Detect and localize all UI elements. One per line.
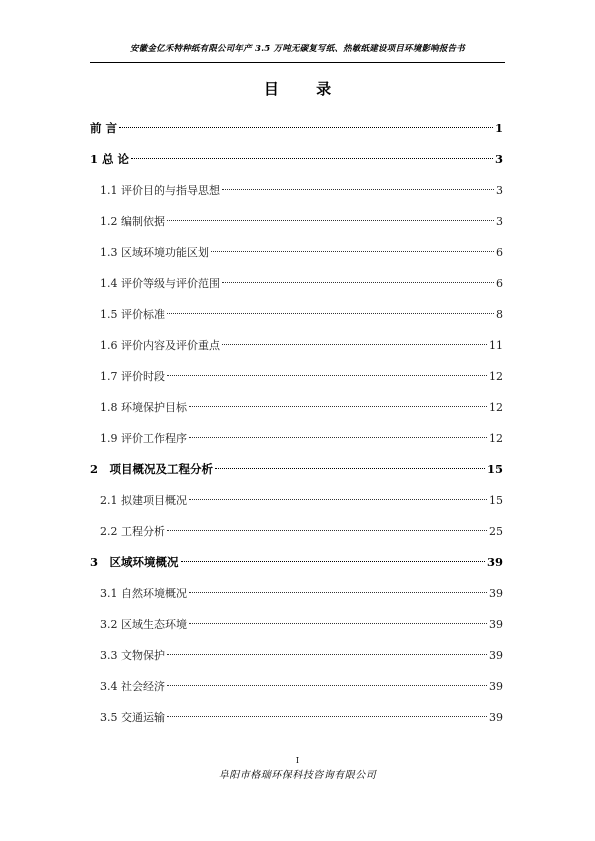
- toc-entry-label: 1.3 区域环境功能区划: [100, 246, 209, 259]
- toc-entry-page: 39: [489, 618, 503, 631]
- toc-entry-page: 12: [489, 432, 503, 445]
- toc-section-entry[interactable]: [90, 392, 503, 423]
- toc-dot-leader: [167, 313, 494, 314]
- toc-entry-page: 6: [496, 277, 503, 290]
- toc-dot-leader: [181, 561, 485, 562]
- toc-section-entry[interactable]: [90, 423, 503, 454]
- toc-dot-leader: [189, 623, 487, 624]
- toc-entry-page: 11: [489, 339, 503, 352]
- toc-entry-page: 1: [494, 121, 503, 135]
- toc-dot-leader: [131, 158, 493, 159]
- toc-section-entry[interactable]: [90, 671, 503, 702]
- toc-dot-leader: [211, 251, 494, 252]
- toc-dot-leader: [222, 189, 494, 190]
- toc-entry-label: 3.2 区域生态环境: [100, 618, 187, 631]
- page-title: 目 录: [263, 80, 348, 98]
- toc-entry-label: 3 区域环境概况: [90, 555, 179, 569]
- toc-entry-page: 39: [489, 587, 503, 600]
- toc-section-entry[interactable]: [90, 485, 503, 516]
- toc-dot-leader: [167, 654, 487, 655]
- header-divider: [90, 62, 505, 63]
- toc-chapter-entry[interactable]: [90, 144, 503, 175]
- toc-entry-label: 1.1 评价目的与指导思想: [100, 184, 220, 197]
- toc-entry-label: 2.1 拟建项目概况: [100, 494, 187, 507]
- toc-entry-label: 3.1 自然环境概况: [100, 587, 187, 600]
- toc-section-entry[interactable]: [90, 640, 503, 671]
- toc-entry-label: 2.2 工程分析: [100, 525, 165, 538]
- toc-dot-leader: [189, 499, 487, 500]
- toc-dot-leader: [222, 282, 494, 283]
- toc-section-entry[interactable]: [90, 609, 503, 640]
- toc-entry-page: 39: [489, 680, 503, 693]
- toc-dot-leader: [222, 344, 487, 345]
- toc-entry-label: 1.5 评价标准: [100, 308, 165, 321]
- toc-section-entry[interactable]: [90, 516, 503, 547]
- toc-entry-page: 3: [494, 152, 503, 166]
- toc-entry-label: 1.9 评价工作程序: [100, 432, 187, 445]
- table-of-contents: [90, 113, 503, 733]
- toc-section-entry[interactable]: [90, 206, 503, 237]
- toc-entry-page: 3: [496, 215, 503, 228]
- toc-entry-page: 15: [489, 494, 503, 507]
- toc-entry-label: 1.8 环境保护目标: [100, 401, 187, 414]
- toc-entry-page: 39: [486, 555, 503, 569]
- toc-dot-leader: [167, 220, 494, 221]
- toc-section-entry[interactable]: [90, 578, 503, 609]
- toc-entry-page: 6: [496, 246, 503, 259]
- toc-entry-page: 39: [489, 649, 503, 662]
- toc-entry-label: 1.2 编制依据: [100, 215, 165, 228]
- document-header: 安徽金亿禾特种纸有限公司年产 3.5 万吨无碳复写纸、热敏纸建设项目环境影响报告书: [130, 44, 465, 54]
- toc-chapter-entry[interactable]: [90, 113, 503, 144]
- toc-section-entry[interactable]: [90, 237, 503, 268]
- toc-section-entry[interactable]: [90, 299, 503, 330]
- footer-company: 阜阳市格瑞环保科技咨询有限公司: [218, 770, 377, 781]
- toc-chapter-entry[interactable]: [90, 547, 503, 578]
- toc-entry-label: 3.4 社会经济: [100, 680, 165, 693]
- toc-dot-leader: [189, 592, 487, 593]
- toc-entry-page: 12: [489, 401, 503, 414]
- toc-section-entry[interactable]: [90, 361, 503, 392]
- toc-section-entry[interactable]: [90, 702, 503, 733]
- toc-dot-leader: [189, 406, 487, 407]
- toc-entry-label: 2 项目概况及工程分析: [90, 462, 214, 476]
- toc-section-entry[interactable]: [90, 330, 503, 361]
- toc-entry-label: 1.7 评价时段: [100, 370, 165, 383]
- toc-section-entry[interactable]: [90, 175, 503, 206]
- toc-dot-leader: [167, 375, 487, 376]
- toc-dot-leader: [119, 127, 493, 128]
- toc-dot-leader: [215, 468, 485, 469]
- page-number: I: [295, 756, 300, 765]
- toc-entry-label: 前 言: [90, 121, 118, 135]
- toc-entry-label: 1.6 评价内容及评价重点: [100, 339, 220, 352]
- toc-entry-page: 3: [496, 184, 503, 197]
- toc-dot-leader: [189, 437, 487, 438]
- toc-entry-label: 3.5 交通运输: [100, 711, 165, 724]
- toc-entry-page: 25: [489, 525, 503, 538]
- toc-section-entry[interactable]: [90, 268, 503, 299]
- toc-entry-page: 39: [489, 711, 503, 724]
- toc-dot-leader: [167, 685, 487, 686]
- toc-entry-page: 12: [489, 370, 503, 383]
- toc-dot-leader: [167, 530, 487, 531]
- toc-entry-label: 1.4 评价等级与评价范围: [100, 277, 220, 290]
- toc-entry-page: 15: [486, 462, 503, 476]
- toc-entry-page: 8: [496, 308, 503, 321]
- toc-dot-leader: [167, 716, 487, 717]
- toc-entry-label: 3.3 文物保护: [100, 649, 165, 662]
- toc-entry-label: 1 总 论: [90, 152, 130, 166]
- toc-chapter-entry[interactable]: [90, 454, 503, 485]
